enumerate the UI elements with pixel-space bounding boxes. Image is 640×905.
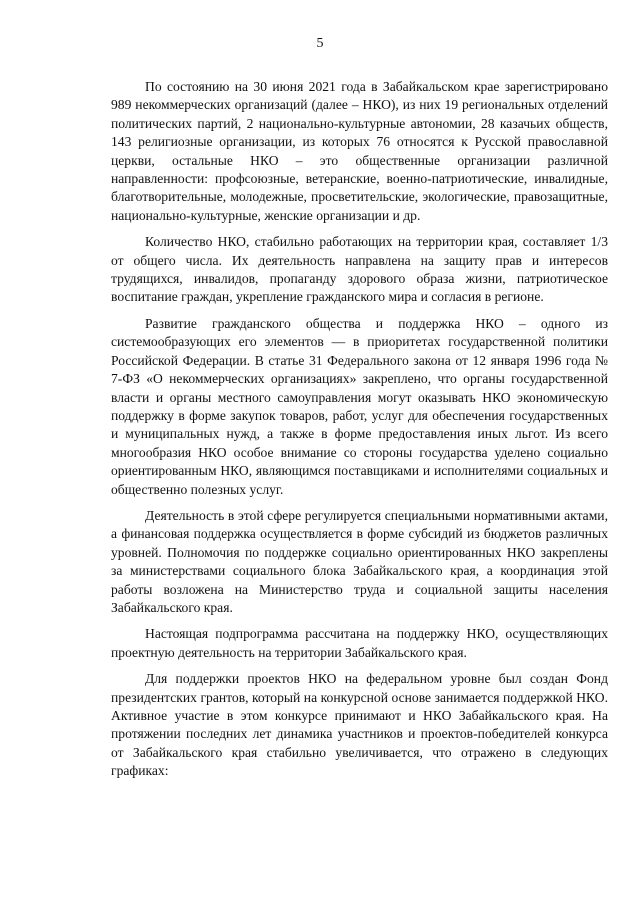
page-number: 5	[316, 36, 324, 51]
paragraph-stable-nko: Количество НКО, стабильно работающих на территории края, составляет 1/3 от общего числа. Их деятельность направлена на защиту прав и интересов трудящихся, инвалидов, пропаганду здорового образа жизни, патриотическое воспитание граждан, укрепление гражданского мира и согласия в регионе.	[111, 234, 608, 305]
paragraph-subprogram: Настоящая подпрограмма рассчитана на поддержку НКО, осуществляющих проектную деятельность на территории Забайкальского края.	[111, 626, 608, 660]
document-body	[111, 78, 608, 789]
paragraph-presidential-grants: Для поддержки проектов НКО на федеральном уровне был создан Фонд президентских грантов, который на конкурсной основе занимается поддержкой НКО. Активное участие в этом конкурсе принимают и НКО Забайкальского края. На протяжении последних лет динамика участников и проектов-победителей конкурса от Забайкальского края стабильно увеличивается, что отражено в следующих графиках:	[111, 671, 608, 779]
paragraph-registered-nko: По состоянию на 30 июня 2021 года в Забайкальском крае зарегистрировано 989 некоммерческих организаций (далее – НКО), из них 19 региональных отделений политических партий, 2 национально-культурные автономии, 28 казачьих обществ, 143 религиозные организации, из которых 76 относятся к Русской православной церкви, остальные НКО – это общественные организации различной направленности: профсоюзные, ветеранские, военно-патриотические, инвалидные, благотворительные, молодежные, просветительские, экологические, правозащитные, национально-культурные, женские организации и др.	[111, 79, 608, 223]
paragraph-regulation: Деятельность в этой сфере регулируется специальными нормативными актами, а финансовая поддержка осуществляется в форме субсидий из бюджетов различных уровней. Полномочия по поддержке социально ориентированных НКО закреплены за министерствами социального блока Забайкальского края, а координация этой работы возложена на Министерство труда и социальной защиты населения Забайкальского края.	[111, 507, 608, 615]
paragraph-civil-society: Развитие гражданского общества и поддержка НКО – одного из системообразующих его элементов — в приоритетах государственной политики Российской Федерации. В статье 31 Федерального закона от 12 января 1996 года № 7-ФЗ «О некоммерческих организациях» закреплено, что органы государственной власти и органы местного самоуправления могут оказывать НКО экономическую поддержку в форме закупок товаров, работ, услуг для обеспечения государственных и муниципальных нужд, а также в форме предоставления иных льгот. Из всего многообразия НКО особое внимание со стороны государства уделено социально ориентированным НКО, являющимся поставщиками и исполнителями социальных и общественно полезных услуг.	[111, 315, 608, 497]
